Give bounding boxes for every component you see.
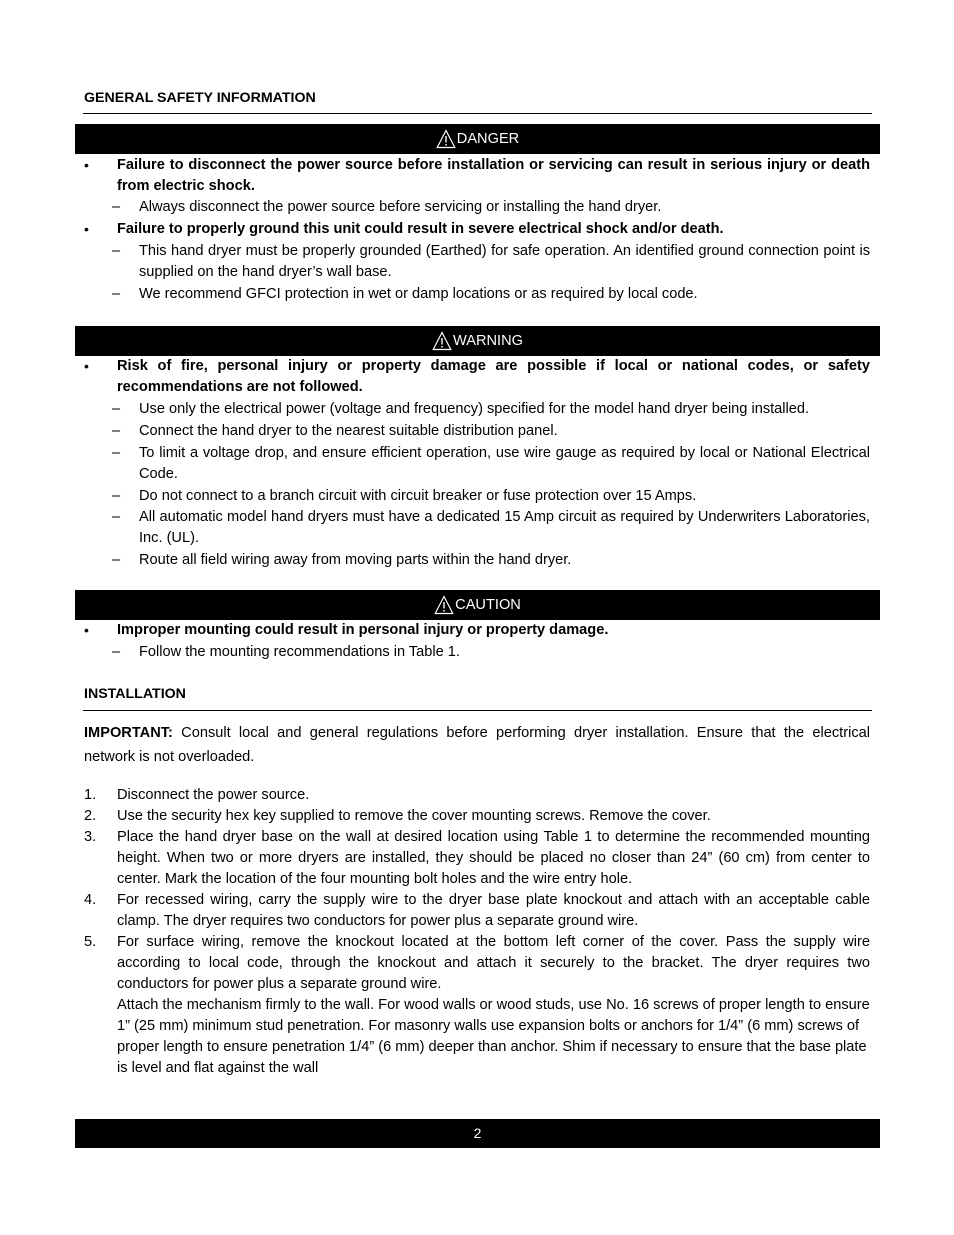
danger-label: DANGER [456, 130, 520, 147]
step-text: For surface wiring, remove the knockout located at the bottom left corner of the cover. Pass the supply wire according to local code, through the knockout and attach it securely to the bracket. The dryer requires two conductors for power plus a separate ground wire. [117, 934, 870, 992]
warning-item-codes: Risk of fire, personal injury or property damage are possible if local or national codes, or safety recommendations are not followed. [117, 358, 870, 395]
danger-item-disconnect: Failure to disconnect the power source before installation or servicing can result in serious injury or death from electric shock. [117, 157, 870, 194]
caution-label: CAUTION [455, 596, 521, 613]
warning-subitem-circuit: All automatic model hand dryers must have a dedicated 15 Amp circuit as required by Underwriters Laboratories, Inc. (UL). [139, 509, 870, 546]
bullet-icon: • [84, 358, 89, 374]
warning-subitem-power: Use only the electrical power (voltage and frequency) specified for the model hand dryer being installed. [139, 401, 810, 417]
warning-subitem-wiring: Route all field wiring away from moving parts within the hand dryer. [139, 552, 572, 568]
caution-subitem-table: Follow the mounting recommendations in Table 1. [139, 644, 460, 660]
danger-item-ground: Failure to properly ground this unit could result in severe electrical shock and/or death. [117, 221, 724, 237]
important-text: Consult local and general regulations before performing dryer installation. Ensure that the electrical network is not overloaded. [84, 725, 870, 765]
warning-triangle-icon [436, 129, 456, 149]
section-title-installation: INSTALLATION [84, 686, 186, 702]
step-text: Place the hand dryer base on the wall at desired location using Table 1 to determine the recommended mounting height. When two or more dryers are installed, they should be placed no closer than 24” (60 cm) from center to center. Mark the location of the four mounting bolt holes and the wire entry hole. [117, 829, 870, 887]
step-number: 1. [84, 787, 97, 803]
important-note [84, 721, 870, 769]
danger-subitem-gfci: We recommend GFCI protection in wet or damp locations or as required by local code. [139, 286, 698, 302]
dash-icon: – [112, 401, 121, 417]
warning-subitem-breaker: Do not connect to a branch circuit with circuit breaker or fuse protection over 15 Amps. [139, 488, 697, 504]
dash-icon: – [112, 243, 121, 259]
warning-subitem-gauge: To limit a voltage drop, and ensure efficient operation, use wire gauge as required by local or National Electrical Code. [139, 445, 870, 482]
step-number: 5. [84, 934, 97, 950]
caution-item-mounting: Improper mounting could result in personal injury or property damage. [117, 622, 609, 638]
bullet-icon: • [84, 622, 89, 638]
warning-triangle-icon [432, 331, 452, 351]
danger-subitem-ground: This hand dryer must be properly grounded (Earthed) for safe operation. An identified ground connection point is supplied on the hand dryer’s wall base. [139, 243, 870, 280]
page-footer [75, 1119, 880, 1148]
caution-banner [75, 590, 880, 620]
dash-icon: – [112, 445, 121, 461]
step-number: 4. [84, 892, 97, 908]
warning-label: WARNING [453, 332, 523, 349]
dash-icon: – [112, 199, 121, 215]
section-divider [83, 710, 872, 711]
dash-icon: – [112, 644, 121, 660]
step-text: Use the security hex key supplied to remove the cover mounting screws. Remove the cover. [117, 808, 711, 824]
section-title-safety: GENERAL SAFETY INFORMATION [84, 90, 316, 106]
dash-icon: – [112, 286, 121, 302]
bullet-icon: • [84, 157, 89, 173]
danger-subitem-disconnect: Always disconnect the power source before servicing or installing the hand dryer. [139, 199, 662, 215]
step-5-continuation: Attach the mechanism firmly to the wall. For wood walls or wood studs, use No. 16 screws of proper length to ensure 1” (25 mm) minimum stud penetration. For masonry walls use expansion bolts or anchors for 1/4” (6 mm) screws of proper length to ensure penetration 1/4” (6 mm) deeper than anchor. Shim if necessary to ensure that the base plate is level and flat against the wall [117, 997, 870, 1076]
dash-icon: – [112, 423, 121, 439]
dash-icon: – [112, 488, 121, 504]
step-text: Disconnect the power source. [117, 787, 310, 803]
warning-banner [75, 326, 880, 356]
bullet-icon: • [84, 221, 89, 237]
warning-subitem-panel: Connect the hand dryer to the nearest suitable distribution panel. [139, 423, 558, 439]
dash-icon: – [112, 509, 121, 525]
dash-icon: – [112, 552, 121, 568]
danger-banner [75, 124, 880, 154]
warning-triangle-icon [434, 595, 454, 615]
step-text: For recessed wiring, carry the supply wire to the dryer base plate knockout and attach with an acceptable cable clamp. The dryer requires two conductors for power plus a separate ground wire. [117, 892, 870, 929]
step-number: 3. [84, 829, 97, 845]
important-label: IMPORTANT: [84, 725, 173, 741]
section-divider [83, 113, 872, 114]
page-number: 2 [473, 1125, 482, 1141]
step-number: 2. [84, 808, 97, 824]
